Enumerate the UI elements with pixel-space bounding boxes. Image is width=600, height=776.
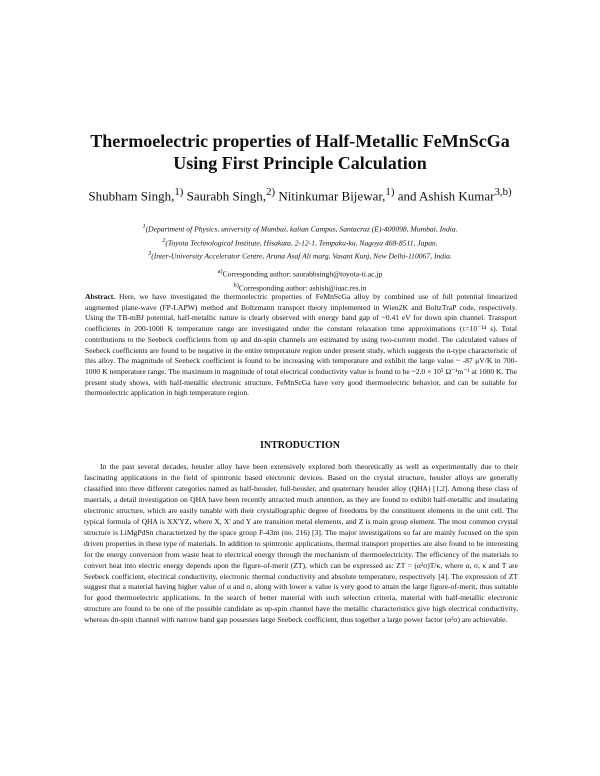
section-heading: INTRODUCTION [259, 440, 340, 451]
author-name: and Ashish Kumar [397, 188, 495, 204]
title-line-1: Thermoelectric properties of Half-Metallic FeMnScGa [90, 131, 510, 151]
affiliation-line: $^1$(Department of Physics, university of Mumbai, kalian Campus, Santacruz (E)-400098, Mumbai, India. [142, 223, 458, 234]
affiliation-line: $^3$(Inter-University Accelerator Centre, Aruna Asaf Ali marg, Vasant Kunj, New Delhi-110067, India. [148, 250, 452, 261]
author-list [40, 184, 560, 204]
author-affiliation-mark: 1) [385, 186, 395, 198]
corresponding-authors [40, 266, 560, 293]
author-affiliation-mark: 2) [266, 186, 276, 198]
abstract-label: Abstract. [85, 292, 116, 301]
introduction-body [84, 462, 518, 626]
affiliations [40, 221, 560, 262]
corresponding-line: $^{b)}$Corresponding author: ashish@iuac.res.in [233, 281, 367, 293]
corresponding-line: $^{a)}$Corresponding author: saurabhsingh@toyota-ti.ac.jp [217, 268, 383, 279]
author-affiliation-mark: 3,b) [494, 186, 512, 198]
abstract [85, 292, 517, 399]
author-name: Saurabh Singh, [186, 188, 267, 204]
paper-title [60, 130, 540, 174]
affiliation-line: $^2$(Toyota Technological Institute, Hisakata, 2-12-1, Tempaku-ku, Nagoya 468-8511, Japan. [162, 236, 438, 248]
intro-paragraph: In the past several decades, heusler alloy have been extensively explored both theoretically as well as experimentally due to their fascinating applications in the field of spintronic based electronic devices. Based on the crystal structure, heusler alloys are generally classified into three different categories named as half-heusler, full-heusler, and quaternary heusler alloy (QHA) [1,2]. Among these class of maerials, a detail investigation on QHA have been recently attracted much attention, as they are found to exhibit half-metallic and insulating electronic structure, which are easily tunable with their crystallographic degree of freedoms by the constituent elements in the unit cell. The typical formula of QHA is XX'YZ, where X, X' and Y are transition metal elements, and Z is main group element. The most common crystal structure is LiMgPdSn characterized by the space group F-43m (no. 216) [3]. The major investigations so far are mainly focused on the spin driven properties in these type of materials. In addition to spintronic applications, thermal transport properties are also found to be interesting for the energy conversion from waste heat to electrical energy through the mechanism of thermoelectricity. The efficiency of the materials to convert heat into electric energy depends upon the figure-of-merit (ZT), which can be expressed as: ZT = (α²σ)T/κ, where α, σ, κ and T are Seebeck coefficient, electrical conductivity, electronic thermal conductivity and absolute temperature, respectively [4]. The expression of ZT suggest that a material having higher value of α and σ, along with lower κ value is very good to attain the large figure-of-merit, thus suitable for good thermoelectric applications. In the search of better material with such selection criteria, material with half-metallic electronic structure are found to be one of the possible candidate as up-spin channel have the metallic characteristics give high electrical conductivity, whereas dn-spin channel with narrow band gap possesses large Seebeck coefficient, thus together a large power factor (α²σ) are achievable. [84, 462, 518, 625]
author-name: Nitinkumar Bijewar, [278, 188, 386, 204]
abstract-text: Here, we have investigated the thermoelectric properties of FeMnScGa alloy by combined use of full potential linearized augmented plane-wave (FP-LAPW) method and Boltzmann transport theory implemented in Wien2K and BoltzTraP code, respectively. Using the TB-mBJ potential, half-metallic nature is clearly observed with energy band gap of ~0.41 eV for down spin channel. Transport coefficients in 200-1000 K temperature range are investigated under the constant relaxation time approximations (τ=10⁻¹⁴ s). Total contributions to the Seebeck coefficients from up and dn-spin channels are estimated by using two-current model. The calculated values of Seebeck coefficients are found to be negative in the entire temperature region under present study, which suggests the n-type characteristic of this alloy. The magnitude of Seebeck coefficient is found to be increasing with temperature and exhibit the large value ~ -87 μV/K in 700-1000 K temperature range. The maximum in magnitude of total electrical conductivity value is found to be ~2.0 × 10⁵ Ω⁻¹m⁻¹ at 1000 K. The present study shows, with half-metallic electronic structure, FeMnScGa have very good thermoelectric behavior, and can be suitable for thermoelectric application in high temperature region. [85, 292, 517, 398]
title-line-2: Using First Principle Calculation [173, 153, 427, 173]
author-name: Shubham Singh, [88, 188, 175, 204]
author-affiliation-mark: 1) [174, 186, 184, 198]
